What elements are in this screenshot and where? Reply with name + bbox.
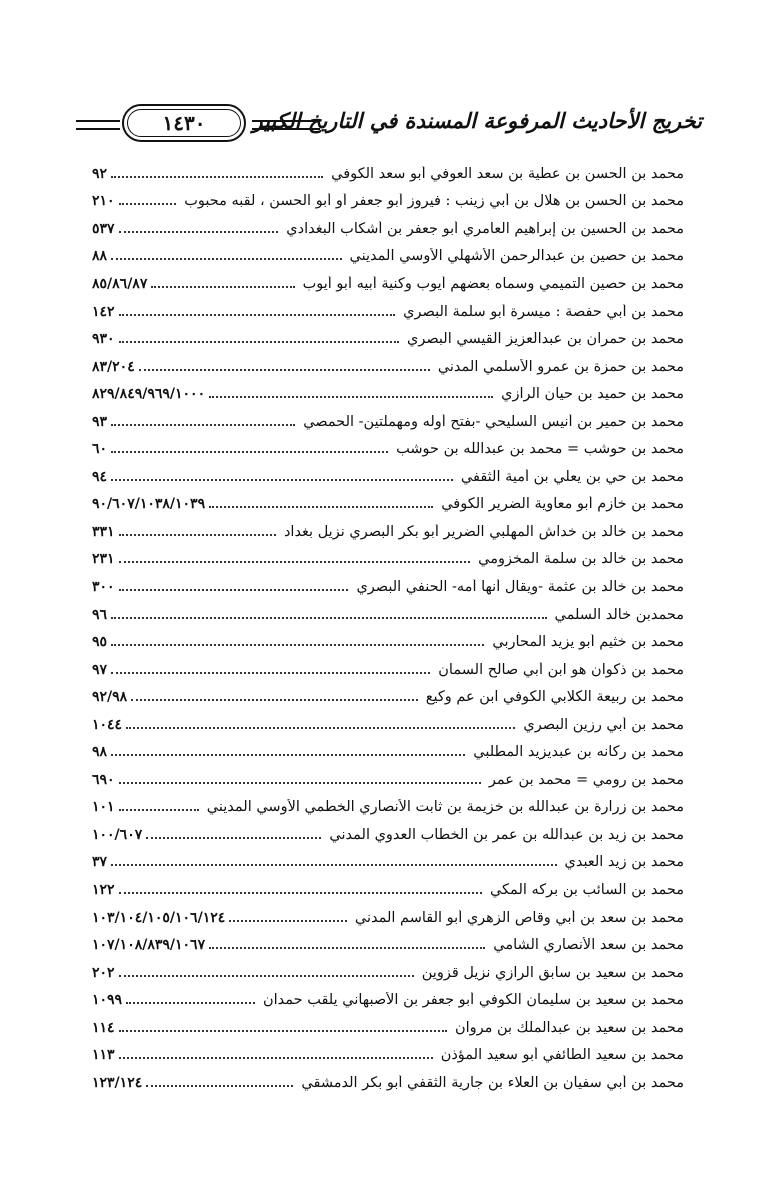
- dot-leader: [111, 451, 388, 453]
- index-entry: [92, 518, 684, 546]
- index-entry: [92, 353, 684, 381]
- index-entry: [92, 546, 684, 574]
- dot-leader: [111, 176, 323, 178]
- entry-refs: ٩٢/٩٨: [92, 689, 128, 706]
- index-entry: [92, 325, 684, 353]
- entry-refs: ٣٧: [92, 854, 108, 871]
- entry-refs: ٢٣١: [92, 551, 115, 568]
- entry-refs: ١٤٢: [92, 303, 115, 320]
- entry-refs: ٦٠: [92, 441, 108, 458]
- index-entry: [92, 160, 684, 188]
- header-rule-left: [76, 120, 120, 130]
- entry-refs: ١١٣: [92, 1047, 115, 1064]
- dot-leader: [119, 314, 396, 316]
- dot-leader: [111, 864, 557, 866]
- index-entry: [92, 766, 684, 794]
- entry-name: محمد بن زيد بن عبدالله بن عمر بن الخطاب العدوي المدني: [329, 826, 684, 843]
- entry-refs: ١٢٢: [92, 881, 115, 898]
- entry-refs: ٢٠٢: [92, 964, 115, 981]
- dot-leader: [229, 920, 347, 922]
- entry-name: محمد بن السائب بن بركه المكي: [489, 881, 684, 898]
- index-entry: [92, 1042, 684, 1070]
- entry-name: محمد بن الحسن بن عطية بن سعد العوفي أبو سعد الكوفي: [331, 165, 684, 182]
- entry-name: محمد بن سعد الأنصاري الشامي: [493, 937, 684, 954]
- index-entry: [92, 931, 684, 959]
- dot-leader: [111, 644, 484, 646]
- index-entry: [92, 849, 684, 877]
- entry-refs: ١٠٤٤: [92, 716, 123, 733]
- entry-name: محمد بن الحسين بن إبراهيم العامري أبو جعفر بن أشكاب البغدادي: [286, 220, 684, 237]
- index-entry: [92, 463, 684, 491]
- entry-name: محمد بن ركانه بن عبديزيد المطلبي: [473, 744, 684, 761]
- index-entry: [92, 959, 684, 987]
- entry-name: محمد بن خالد بن خداش المهلبي الضرير أبو بكر البصري نزيل بغداد: [283, 523, 684, 540]
- dot-leader: [119, 341, 399, 343]
- dot-leader: [111, 424, 295, 426]
- running-title: تخريج الأحاديث المرفوعة المسندة في التاريخ الكبير: [252, 108, 702, 133]
- index-entry: [92, 188, 684, 216]
- index-entry: [92, 215, 684, 243]
- entry-name: محمد بن ذكوان هو ابن أبي صالح السمان: [438, 661, 684, 678]
- index-entry: [92, 986, 684, 1014]
- dot-leader: [151, 286, 294, 288]
- dot-leader: [119, 534, 276, 536]
- dot-leader: [119, 782, 481, 784]
- entry-name: محمد بن زرارة بن عبدالله بن خزيمة بن ثابت الأنصاري الخطمي الأوسي المديني: [206, 799, 684, 816]
- dot-leader: [119, 975, 414, 977]
- dot-leader: [119, 589, 349, 591]
- entry-name: محمد بن خثيم أبو يزيد المحاربي: [492, 634, 684, 651]
- dot-leader: [119, 1057, 433, 1059]
- dot-leader: [209, 506, 433, 508]
- entry-refs: ٩٥: [92, 634, 108, 651]
- entry-refs: ١٠٣/١٠٤/١٠٥/١٠٦/١٢٤: [92, 909, 226, 926]
- dot-leader: [146, 837, 321, 839]
- dot-leader: [126, 727, 515, 729]
- index-entry: [92, 794, 684, 822]
- entry-refs: ٩٣٠: [92, 331, 115, 348]
- entry-name: محمد بن سعد بن أبي وقاص الزهري أبو القاسم المدني: [354, 909, 684, 926]
- entry-refs: ٩٨: [92, 744, 108, 761]
- entry-name: محمد بن حصين بن عبدالرحمن الأشهلي الأوسي المديني: [349, 248, 684, 265]
- entry-name: محمد بن خالد بن عثمة -ويقال أنها أمه- الحنفي البصري: [356, 578, 684, 595]
- entry-name: محمد بن سعيد بن عبدالملك بن مروان: [454, 1019, 684, 1036]
- page-header: [62, 104, 702, 148]
- entry-name: محمد بن حمزة بن عمرو الأسلمي المدني: [437, 358, 684, 375]
- entry-refs: ١١٤: [92, 1019, 115, 1036]
- index-entry: [92, 821, 684, 849]
- index-entry: [92, 628, 684, 656]
- index-entry: [92, 876, 684, 904]
- index-entry: [92, 683, 684, 711]
- entry-name: محمد بن الحسن بن هلال بن أبي زينب : فيروز أبو جعفر أو أبو الحسن ، لقبه محبوب: [184, 193, 684, 210]
- index-entry: [92, 904, 684, 932]
- index-entry: [92, 1069, 684, 1097]
- entry-refs: ٥٣٧: [92, 220, 115, 237]
- entry-name: محمد بن حميد بن حيان الرازي: [501, 386, 684, 403]
- index-entry: [92, 656, 684, 684]
- entry-name: محمد بن رومي = محمد بن عمر: [488, 771, 684, 788]
- index-entry: [92, 1014, 684, 1042]
- dot-leader: [131, 699, 418, 701]
- entry-refs: ٣٣١: [92, 523, 115, 540]
- entry-name: محمد بن سعيد الطائفي أبو سعيد المؤذن: [440, 1047, 684, 1064]
- entry-refs: ٨٢٩/٨٤٩/٩٦٩/١٠٠٠: [92, 386, 206, 403]
- dot-leader: [111, 258, 342, 260]
- dot-leader: [119, 892, 482, 894]
- dot-leader: [111, 672, 430, 674]
- dot-leader: [126, 1002, 255, 1004]
- entry-name: محمد بن أبي رزين البصري: [523, 716, 684, 733]
- entry-refs: ٩٤: [92, 468, 108, 485]
- entry-name: محمد بن سعيد بن سليمان الكوفي أبو جعفر بن الأصبهاني يلقب حمدان: [262, 992, 684, 1009]
- entry-refs: ١٠٧/١٠٨/٨٣٩/١٠٦٧: [92, 937, 206, 954]
- entry-refs: ٩٣: [92, 413, 108, 430]
- entry-refs: ١٠٠/٦٠٧: [92, 826, 143, 843]
- dot-leader: [111, 479, 453, 481]
- dot-leader: [111, 754, 465, 756]
- entry-refs: ١٠٩٩: [92, 992, 123, 1009]
- entry-name: محمد بن خازم أبو معاوية الضرير الكوفي: [441, 496, 684, 513]
- entry-name: محمد بن حمير بن أنيس السليحي -بفتح أوله ومهملتين- الحمصي: [303, 413, 684, 430]
- index-entry: [92, 491, 684, 519]
- entry-refs: ١٠١: [92, 799, 115, 816]
- dot-leader: [119, 561, 471, 563]
- entry-refs: ٨٣/٢٠٤: [92, 358, 135, 375]
- dot-leader: [119, 203, 177, 205]
- entry-name: محمد بن ربيعة الكلابي الكوفي ابن عم وكيع: [425, 689, 684, 706]
- entry-refs: ٣٠٠: [92, 578, 115, 595]
- index-entry: [92, 601, 684, 629]
- entry-refs: ١٢٣/١٢٤: [92, 1074, 143, 1091]
- entry-refs: ٦٩٠: [92, 771, 115, 788]
- entry-name: محمدبن خالد السلمي: [554, 606, 684, 623]
- dot-leader: [139, 369, 430, 371]
- entry-name: محمد بن أبي حفصة : ميسرة أبو سلمة البصري: [403, 303, 684, 320]
- entry-name: محمد بن سعيد بن سابق الرازي نزيل قزوين: [421, 964, 684, 981]
- dot-leader: [209, 396, 493, 398]
- dot-leader: [119, 231, 279, 233]
- entry-name: محمد بن حي بن يعلي بن أمية الثقفي: [460, 468, 684, 485]
- entry-name: محمد بن حصين التميمي وسماه بعضهم أيوب وكنية أبيه أبو أيوب: [302, 275, 684, 292]
- dot-leader: [119, 1030, 447, 1032]
- index-entry: [92, 738, 684, 766]
- entry-refs: ٢١٠: [92, 193, 115, 210]
- dot-leader: [119, 809, 199, 811]
- dot-leader: [111, 617, 546, 619]
- index-entry: [92, 380, 684, 408]
- entry-refs: ٨٨: [92, 248, 108, 265]
- index-entry: [92, 408, 684, 436]
- dot-leader: [209, 947, 485, 949]
- entry-refs: ٩٦: [92, 606, 108, 623]
- index-entry: [92, 573, 684, 601]
- dot-leader: [146, 1085, 293, 1087]
- entry-refs: ٩٢: [92, 165, 108, 182]
- index-list: [92, 160, 684, 1097]
- entry-refs: ٨٥/٨٦/٨٧: [92, 275, 148, 292]
- entry-refs: ٩٠/٦٠٧/١٠٣٨/١٠٣٩: [92, 496, 206, 513]
- entry-name: محمد بن حوشب = محمد بن عبدالله بن حوشب: [396, 441, 684, 458]
- entry-name: محمد بن زيد العبدي: [564, 854, 684, 871]
- entry-name: محمد بن أبي سفيان بن العلاء بن جارية الثقفي أبو بكر الدمشقي: [301, 1074, 684, 1091]
- index-entry: [92, 243, 684, 271]
- entry-refs: ٩٧: [92, 661, 108, 678]
- index-entry: [92, 435, 684, 463]
- entry-name: محمد بن خالد بن سلمة المخزومي: [478, 551, 684, 568]
- index-entry: [92, 298, 684, 326]
- entry-name: محمد بن حمران بن عبدالعزيز القيسي البصري: [407, 331, 684, 348]
- index-entry: [92, 270, 684, 298]
- index-entry: [92, 711, 684, 739]
- page-number: ١٤٣٠: [122, 104, 246, 142]
